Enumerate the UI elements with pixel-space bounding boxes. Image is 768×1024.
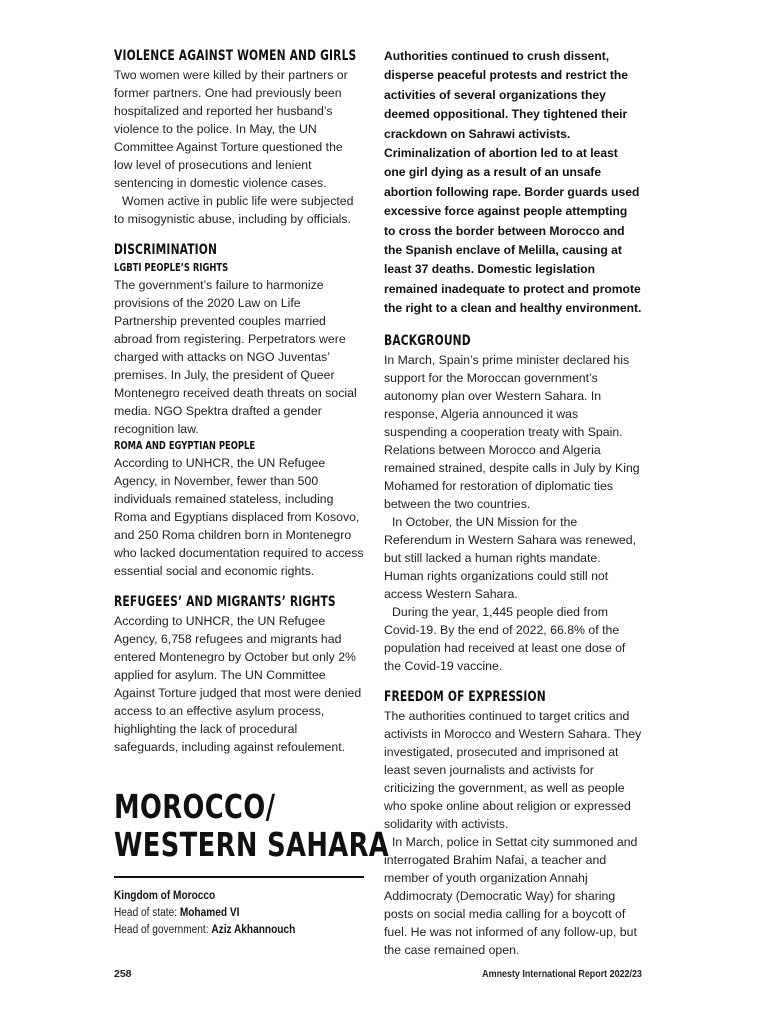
paragraph: During the year, 1,445 people died from Covid-19. By the end of 2022, 66.8% of the population had received at least one dose of the Covid-19 vaccine. [384,604,626,673]
subheading-lgbti-rights: LGBTI PEOPLE’S RIGHTS [114,262,229,274]
summary-block [384,47,642,319]
paragraph: According to UNHCR, the UN Refugee Agency, in November, fewer than 500 individuals remained stateless, including Roma and Egyptians displaced from Kosovo, and 250 Roma children born in Montenegro who lacked documentation required to access essential social and economic rights. [114,456,364,578]
official-name: Kingdom of Morocco [114,890,216,902]
paragraph: In October, the UN Mission for the Referendum in Western Sahara was renewed, but still lacked a human rights mandate. Human rights organizations could still not access Western Sahara. [384,514,636,601]
left-column [114,47,390,939]
paragraph: The authorities continued to target critics and activists in Morocco and Western Sahara. They investigated, prosecuted and imprisoned at least seven journalists and activists for criticizing the government, as well as people who spoke online about religion or expressed solidarity with activists. [384,708,642,831]
paragraph: Two women were killed by their partners or former partners. One had previously been hospitalized and reported her husband’s violence to the police. In May, the UN Committee Against Torture questioned the low level of prosecutions and lenient sentencing in domestic violence cases. [114,68,348,190]
summary-paragraph: Authorities continued to crush dissent, disperse peaceful protests and restrict the activities of several organizations they deemed oppositional. They tightened their crackdown on Sahrawi activists. Criminalization of abortion led to at least one girl dying as a result of an unsafe abortion following rape. Border guards used excessive force against people attempting to cross the border between Morocco and the Spanish enclave of Melilla, causing at least 37 deaths. Domestic legislation remained inadequate to protect and promote the right to a clean and healthy environment. [384,49,642,316]
section-heading-refugees-migrants: REFUGEES’ AND MIGRANTS’ RIGHTS [114,594,336,610]
paragraph: The government’s failure to harmonize provisions of the 2020 Law on Life Partnership prevented couples married abroad from registering. Perpetrators were charged with attacks on NGO Juventas’ premises. In July, the president of Queer Montenegro received death threats on social media. NGO Spektra drafted a gender recognition law. [114,278,357,436]
section-heading-discrimination: DISCRIMINATION [114,242,218,258]
right-column [384,47,642,959]
section-heading-background: BACKGROUND [384,332,471,349]
paragraph: In March, Spain’s prime minister declared his support for the Moroccan government’s autonomy plan over Western Sahara. In response, Algeria announced it was suspending a cooperation treaty with Spain. Relations between Morocco and Algeria remained strained, despite calls in July by King Mohamed for restoration of diplomatic ties between the two countries. [384,352,640,511]
head-of-state: Head of state: Mohamed VI [114,907,240,919]
paragraph: In March, police in Settat city summoned and interrogated Brahim Nafai, a teacher and member of youth organization Annahj Addimocraty (Democratic Way) for sharing posts on social media calling for a boycott of fuel. He was not informed of any follow-up, but the case remained open. [384,834,638,957]
head-of-government: Head of government: Aziz Akhannouch [114,924,296,936]
subheading-roma-egyptian: ROMA AND EGYPTIAN PEOPLE [114,440,256,452]
paragraph: According to UNHCR, the UN Refugee Agency, 6,758 refugees and migrants had entered Montenegro by October but only 2% applied for asylum. The UN Committee Against Torture judged that most were denied access to an effective asylum process, highlighting the lack of procedural safeguards, including against refoulement. [114,614,362,754]
section-heading-freedom-of-expression: FREEDOM OF EXPRESSION [384,688,546,705]
report-title: Amnesty International Report 2022/23 [482,968,642,980]
paragraph: Women active in public life were subjected to misogynistic abuse, including by officials. [114,194,354,226]
title-rule [114,876,364,878]
page-number: 258 [114,968,132,980]
country-title-line-2: WESTERN SAHARA [114,825,390,864]
country-title-line-1: MOROCCO/ [114,787,276,826]
section-heading-violence-against-women: VIOLENCE AGAINST WOMEN AND GIRLS [114,48,357,64]
